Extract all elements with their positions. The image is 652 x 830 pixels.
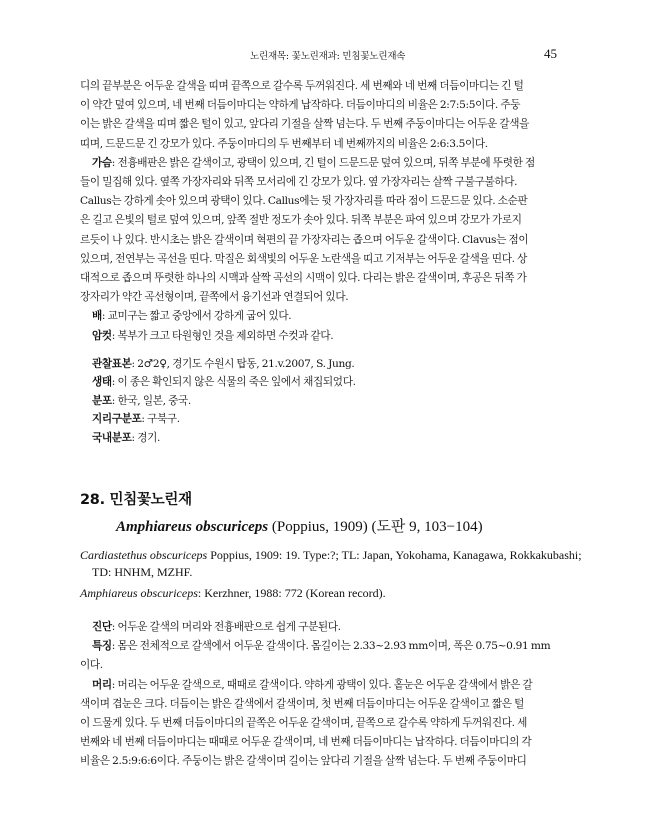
distribution-paragraph	[80, 392, 582, 410]
distribution-label: 분포	[92, 394, 112, 407]
zoogeography-paragraph	[80, 410, 582, 428]
species-scientific-line	[116, 515, 600, 536]
synonymy-list	[80, 547, 588, 606]
text-line: 색이며 겹눈은 크다. 더듬이는 밝은 갈색에서 갈색이며, 첫 번째 더듬이마디는 어두운 갈색이고 짧은 털	[80, 697, 524, 710]
feature-label: 특징	[92, 640, 112, 653]
zoogeography-text: : 구북구.	[141, 413, 180, 426]
head-text: : 머리는 어두운 갈색으로, 때때로 갈색이다. 약하게 광택이 있다. 홑눈은 어두운 갈색에서 밝은 갈	[111, 678, 533, 691]
domestic-distribution-label: 국내분포	[92, 431, 132, 444]
text-line: 이는 밝은 갈색을 띠며 짧은 털이 있고, 앞다리 기절을 살짝 넘는다. 두 번째 주둥이마디는 어두운 갈색을	[80, 118, 530, 131]
text-line: 이 약간 덮여 있으며, 네 번째 더듬이마디는 약하게 납작하다. 더듬이마디의 비율은 2:7:5:5이다. 주둥	[80, 99, 521, 112]
synonymy-entry	[80, 585, 588, 602]
abdomen-text: : 교미구는 짧고 중앙에서 강하게 굽어 있다.	[101, 310, 292, 323]
scientific-name: Amphiareus obscuriceps	[116, 519, 269, 535]
synonym-name: Cardiastethus obscuriceps	[80, 548, 208, 562]
thorax-paragraph	[80, 154, 582, 308]
text-line: 르듯이 나 있다. 반시초는 밝은 갈색이며 혁편의 끝 가장자리는 좁으며 어두운 갈색이다. Clavus는 점이	[80, 233, 529, 246]
specimen-info	[80, 355, 582, 447]
specimen-text: : 2♂2♀, 경기도 수원시 탑동, 21.v.2007, S. Jung.	[131, 358, 355, 370]
distribution-text: : 한국, 일본, 중국.	[111, 394, 191, 407]
diagnosis-paragraph	[80, 618, 582, 637]
feature-text: : 몸은 전체적으로 갈색에서 어두운 갈색이다. 몸길이는 2.33~2.93 mm이며, 폭은 0.75~0.91 mm	[111, 640, 551, 653]
synonymy-entry	[80, 547, 588, 581]
synonym-name: Amphiareus obscuriceps	[80, 586, 198, 600]
head-paragraph	[80, 676, 582, 772]
ecology-text: : 이 종은 확인되지 않은 식물의 죽은 잎에서 채집되었다.	[111, 376, 356, 389]
text-line: 들이 밀집해 있다. 옆쪽 가장자리와 뒤쪽 모서리에 긴 강모가 있다. 옆 가장자리는 살짝 구불구불하다.	[80, 176, 518, 189]
text-line	[80, 154, 582, 173]
zoogeography-label: 지리구분포	[92, 413, 142, 426]
text-line: 있으며, 전연부는 곡선을 띤다. 막질은 회색빛의 어두운 노란색을 띠고 기저부는 어두운 갈색을 띤다. 상	[80, 252, 528, 265]
head-label: 머리	[92, 678, 112, 691]
abdomen-paragraph	[80, 307, 582, 326]
domestic-distribution-paragraph	[80, 429, 582, 447]
text-line: 은 길고 은빛의 털로 덮여 있으며, 앞쪽 절반 정도가 솟아 있다. 뒤쪽 부분은 파여 있으며 강모가 가로지	[80, 214, 522, 227]
female-text: : 복부가 크고 타원형인 것을 제외하면 수컷과 같다.	[111, 329, 334, 342]
diagnosis-label: 진단	[92, 621, 112, 633]
ecology-paragraph	[80, 373, 582, 391]
species-description	[80, 618, 582, 772]
text-line: 번째와 네 번째 더듬이마디는 때때로 어두운 갈색이며, 네 번째 더듬이마디는 납작하다. 더듬이마디의 각	[80, 736, 532, 749]
thorax-label: 가슴	[92, 156, 112, 169]
species-heading	[80, 488, 600, 536]
abdomen-label: 배	[92, 310, 102, 323]
antenna-rostrum-paragraph	[80, 77, 582, 154]
running-header-section: 노린재목: 꽃노린재과: 민침꽃노린재속	[250, 51, 406, 62]
text-line	[80, 676, 582, 695]
authority-and-plate: (Poppius, 1909) (도판 9, 103−104)	[268, 519, 483, 535]
text-line: 대적으로 좁으며 뚜렷한 하나의 시맥과 살짝 곡선의 시맥이 있다. 다리는 밝은 갈색이며, 후공은 뒤쪽 가	[80, 272, 527, 285]
female-paragraph	[80, 327, 582, 346]
specimen-label: 관찰표본	[92, 358, 132, 370]
ecology-label: 생태	[92, 376, 112, 389]
synonym-citation: : Kerzhner, 1988: 772 (Korean record).	[197, 586, 386, 600]
text-line: 띠며, 드문드문 긴 강모가 있다. 주둥이마디의 두 번째부터 네 번째까지의 비율은 2:6:3.5이다.	[80, 137, 488, 150]
diagnosis-text: : 어두운 갈색의 머리와 전흉배판으로 쉽게 구분된다.	[111, 621, 341, 633]
domestic-distribution-text: : 경기.	[131, 431, 161, 444]
running-header	[0, 46, 652, 62]
species-title: 28. 민침꽃노린재	[80, 492, 192, 508]
feature-paragraph	[80, 637, 582, 675]
female-label: 암컷	[92, 329, 112, 342]
synonym-citation-cont: TD: HNHM, MZHF.	[92, 565, 193, 579]
text-line: 장자리가 약간 곡선형이며, 끝쪽에서 융기선과 연결되어 있다.	[80, 291, 349, 304]
text-line: 비율은 2.5:9:6:6이다. 주둥이는 밝은 갈색이며 길이는 앞다리 기절을 살짝 넘는다. 두 번째 주둥이마디	[80, 755, 527, 768]
specimen-paragraph	[80, 355, 582, 373]
text-line	[80, 637, 582, 656]
synonym-citation: Poppius, 1909: 19. Type:?; TL: Japan, Yokohama, Kanagawa, Rokkakubashi;	[207, 548, 582, 562]
text-line: 이 드물게 있다. 두 번째 더듬이마디의 끝쪽은 어두운 갈색이며, 끝쪽으로 갈수록 약하게 두꺼워진다. 세	[80, 717, 528, 730]
text-line: 이다.	[80, 659, 103, 672]
thorax-text: : 전흉배판은 밝은 갈색이고, 광택이 있으며, 긴 털이 드문드문 덮여 있으며, 뒤쪽 부분에 뚜렷한 점	[111, 156, 535, 169]
page-number: 45	[544, 46, 557, 61]
text-line: Callus는 강하게 솟아 있으며 광택이 있다. Callus에는 뒷 가장자리를 따라 점이 드문드문 있다. 소순판	[80, 195, 528, 208]
description-continued	[80, 77, 582, 346]
text-line: 디의 끝부분은 어두운 갈색을 띠며 끝쪽으로 갈수록 두꺼워진다. 세 번째와 네 번째 더듬이마디는 긴 털	[80, 80, 524, 92]
